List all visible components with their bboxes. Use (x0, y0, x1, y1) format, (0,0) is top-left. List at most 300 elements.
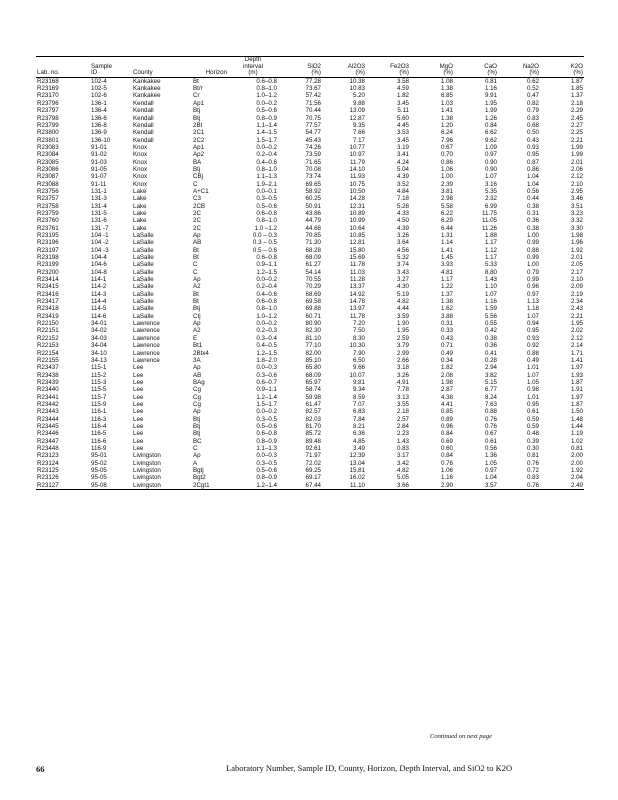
table-cell: 0.79 (526, 107, 539, 115)
table-cell: 131-4 (91, 202, 107, 210)
table-cell: 0.3–0.5 (256, 195, 277, 203)
table-cell: Kankakee (133, 92, 161, 100)
table-cell: 70.55 (305, 276, 321, 284)
table-cell: 5.32 (396, 254, 409, 262)
table-cell: 4.39 (396, 173, 409, 181)
table-cell: Bt (193, 254, 199, 262)
table-cell: 4.41 (440, 400, 453, 408)
table-cell: 61.47 (305, 400, 321, 408)
table-cell: 0.84 (440, 452, 453, 460)
table-cell: 0.67 (440, 143, 453, 151)
table-cell: Bt (193, 77, 199, 85)
table-cell: BA (193, 158, 202, 166)
table-cell: 11.26 (481, 224, 497, 232)
table-cell: Cg (193, 400, 201, 408)
table-cell: 4.45 (396, 121, 409, 129)
table-row (36, 357, 584, 364)
table-cell: 1.85 (570, 85, 583, 93)
table-cell: 50.91 (305, 202, 321, 210)
table-cell: 1.09 (484, 143, 497, 151)
table-cell: R23439 (37, 378, 59, 386)
table-cell: 136-6 (91, 114, 107, 122)
table-cell: 0.83 (526, 474, 539, 482)
table-cell: 1.00 (440, 173, 453, 181)
table-cell: CBj (193, 173, 203, 181)
table-cell: 5.33 (484, 261, 497, 269)
table-cell: 7.84 (352, 415, 365, 423)
table-cell: Lee (133, 364, 144, 372)
table-cell: 115-5 (91, 386, 107, 394)
table-cell: 0.60 (440, 444, 453, 452)
table-cell: R23800 (37, 129, 59, 137)
table-cell: 0.90 (484, 158, 497, 166)
table-cell: 0.9–1.1 (256, 261, 277, 269)
table-cell: 11.05 (481, 217, 497, 225)
table-cell: 7.96 (440, 136, 453, 144)
table-cell: 58.74 (305, 386, 321, 394)
table-cell: 2Cgt1 (192, 482, 228, 490)
table-cell: 0.0–0.2 (256, 320, 277, 328)
column-header: Na2O (522, 62, 539, 70)
table-cell: 5.05 (396, 474, 409, 482)
table-cell: 16.02 (349, 474, 365, 482)
table-cell: 0.86 (526, 165, 539, 173)
table-cell: 34-02 (91, 327, 107, 335)
table-cell: 1.31 (440, 232, 453, 239)
table-row (36, 335, 584, 342)
column-header: Fe2O3 (390, 62, 409, 70)
table-cell: 1.50 (570, 408, 583, 416)
table-cell: 0.87 (526, 158, 539, 166)
table-cell: 0.94 (526, 320, 539, 328)
table-cell: Lake (133, 224, 147, 232)
table-cell: LaSalle (133, 283, 154, 291)
column-header: Sample (91, 62, 112, 70)
table-cell: 95-01 (91, 452, 107, 460)
table-cell: Lake (133, 187, 147, 195)
table-cell: Livingston (133, 474, 161, 482)
table-cell: 0.8–1.0 (256, 217, 277, 225)
column-header: interval (243, 62, 263, 70)
table-cell: 1.06 (440, 467, 453, 474)
table-cell: 2.19 (570, 290, 583, 298)
table-cell: 12.31 (349, 202, 365, 210)
table-row (36, 85, 584, 92)
table-cell: 1.38 (440, 114, 453, 122)
table-cell: 2.05 (570, 261, 583, 269)
table-cell: 91-03 (91, 158, 107, 166)
table-cell: 4.39 (396, 224, 409, 232)
table-cell: 95-05 (91, 467, 107, 474)
column-header: (%) (410, 70, 454, 77)
table-cell: 80.90 (305, 320, 321, 328)
table-cell: 70.08 (305, 165, 321, 173)
table-cell: 0.3–0.4 (256, 334, 277, 342)
table-cell: 54.77 (305, 129, 321, 137)
table-cell: Ap (193, 232, 201, 239)
table-cell: 6.85 (440, 92, 453, 100)
table-row (36, 107, 584, 114)
table-cell: R23124 (37, 459, 59, 467)
table-cell: 73.59 (305, 151, 321, 159)
table-cell: 10.89 (349, 209, 365, 217)
table-cell: 116-4 (91, 422, 107, 430)
table-cell: 15.69 (349, 254, 365, 262)
table-row (36, 137, 584, 144)
table-cell: 95-08 (90, 482, 132, 490)
column-header: (%) (454, 70, 498, 77)
table-cell: 0.88 (484, 408, 497, 416)
table-cell: Lawrence (133, 356, 160, 364)
table-cell: 3.32 (570, 217, 583, 225)
table-cell: 11.79 (349, 158, 365, 166)
table-cell: 102-5 (91, 85, 107, 93)
table-cell: 114-6 (91, 312, 107, 320)
table-cell: 2.06 (570, 165, 583, 173)
table-cell: 3.41 (396, 151, 409, 159)
table-cell: BAg (193, 378, 205, 386)
table-cell: 102-6 (91, 92, 107, 100)
table-cell: 0.28 (484, 356, 497, 364)
table-cell: R23760 (37, 217, 59, 225)
table-cell: 3.88 (440, 312, 453, 320)
table-cell: R23416 (37, 290, 59, 298)
table-cell: R23126 (37, 474, 59, 482)
table-cell: 44.68 (305, 224, 321, 232)
table-cell: 2C2 (193, 136, 205, 144)
table-cell: 0.72 (526, 467, 539, 474)
table-cell: 0.4–0.6 (256, 158, 277, 166)
table-cell: 1.18 (526, 305, 539, 313)
table-cell: 57.42 (305, 92, 321, 100)
table-cell: R23088 (37, 180, 59, 188)
table-cell: C (193, 180, 198, 188)
table-cell: Kankakee (133, 77, 161, 85)
table-cell: 3.45 (396, 99, 409, 107)
table-cell: 0.36 (484, 342, 497, 350)
table-cell: Ap (193, 364, 201, 372)
table-cell: 60.71 (305, 312, 321, 320)
table-cell: 1.17 (440, 276, 453, 284)
table-cell: 4.81 (440, 268, 453, 276)
table-cell: 1.04 (484, 474, 497, 482)
table-row (36, 283, 584, 290)
table-cell: 3.27 (396, 276, 409, 284)
table-row (36, 173, 584, 180)
table-cell: 0.8–1.0 (256, 165, 277, 173)
table-cell: 1.87 (570, 378, 583, 386)
table-cell: 68.28 (305, 246, 321, 254)
table-cell: 44.79 (305, 217, 321, 225)
table-cell: 104 -3 (91, 246, 109, 254)
table-cell: 0.86 (440, 158, 453, 166)
column-header: K2O (570, 62, 583, 70)
table-cell: R23086 (37, 165, 59, 173)
table-cell: 0.99 (526, 239, 539, 247)
table-cell: 12.39 (349, 452, 365, 460)
table-cell: R23758 (37, 202, 59, 210)
table-cell: 1.41 (440, 246, 453, 254)
table-cell: 0.55 (484, 320, 497, 328)
table-cell: 1.1–1.4 (256, 121, 277, 129)
table-cell: 3.17 (396, 452, 409, 460)
table-cell: 1.20 (440, 121, 453, 129)
table-cell: 82.57 (305, 408, 321, 416)
table-cell: 91-05 (91, 165, 107, 173)
table-cell: 2.29 (570, 107, 583, 115)
table-cell: 2.09 (570, 283, 583, 291)
table-cell: 0.5–0.6 (256, 202, 277, 210)
table-cell: R23197 (37, 246, 59, 254)
table-cell: 69.58 (305, 298, 321, 306)
table-cell: 1.95 (570, 320, 583, 328)
table-cell: 0.31 (526, 209, 539, 217)
table-cell: 8.21 (352, 422, 365, 430)
table-cell: R23414 (37, 276, 59, 284)
table-cell: 70.29 (305, 283, 321, 291)
table-cell: R23447 (37, 437, 59, 445)
table-cell: 0.50 (526, 129, 539, 137)
table-cell: 0.56 (526, 187, 539, 195)
table-cell: Bt1 (193, 342, 203, 350)
table-cell: 0.62 (526, 77, 539, 85)
table-cell: 9.35 (352, 121, 365, 129)
table-cell: 3.42 (396, 459, 409, 467)
table-cell: 0.6–0.8 (256, 254, 277, 262)
table-cell: 1.0 –1.2 (254, 224, 277, 232)
table-cell: 7.17 (352, 136, 365, 144)
table-row (36, 291, 584, 298)
table-cell: 2Btx4 (193, 349, 209, 357)
table-cell: 7.90 (352, 349, 365, 357)
table-cell: 131-5 (91, 209, 107, 217)
table-cell: 1.37 (440, 290, 453, 298)
table-cell: 69.17 (305, 474, 321, 482)
table-cell: 10.75 (349, 180, 365, 188)
table-cell: Knox (133, 173, 148, 181)
table-cell: Btj (193, 114, 201, 122)
table-cell: 1.2–1.4 (228, 482, 278, 490)
table-cell: Cr (193, 92, 200, 100)
table-cell: 68.09 (305, 371, 321, 379)
table-cell: 1.2–1.5 (256, 268, 277, 276)
table-cell: 2.27 (570, 121, 583, 129)
table-cell: 7.66 (352, 129, 365, 137)
column-header: Al2O3 (347, 62, 365, 70)
table-body (36, 77, 584, 489)
table-cell: 91-11 (91, 180, 107, 188)
table-cell: 1.00 (526, 232, 539, 239)
table-cell: 4.82 (396, 467, 409, 474)
table-row (36, 166, 584, 173)
table-cell: 116-6 (91, 437, 107, 445)
table-cell: 91-07 (91, 173, 107, 181)
table-cell: 0.69 (440, 437, 453, 445)
table-cell: 15.80 (349, 246, 365, 254)
table-cell: Lee (133, 408, 144, 416)
table-cell: 0.6–0.8 (256, 298, 277, 306)
table-cell: Livingston (133, 452, 161, 460)
table-row (36, 269, 584, 276)
table-cell: 2.04 (570, 474, 583, 482)
table-cell: R22150 (37, 320, 59, 328)
table-cell: 0.90 (484, 165, 497, 173)
table-cell: AB (193, 239, 202, 247)
table-cell: 104-6 (91, 261, 107, 269)
column-header: CaO (484, 62, 497, 70)
table-cell: 0.56 (484, 444, 497, 452)
table-cell: R23437 (37, 364, 59, 372)
table-cell: 1.95 (484, 99, 497, 107)
table-cell: 0.68 (526, 121, 539, 129)
table-cell: 2Bt (193, 121, 203, 129)
table-cell: 1.16 (484, 85, 497, 93)
table-cell: AB (193, 371, 202, 379)
table-cell: R23199 (37, 261, 59, 269)
table-cell: 1.14 (440, 239, 453, 247)
table-cell: 9.66 (352, 364, 365, 372)
table-cell: 2.21 (570, 136, 583, 144)
table-cell: 5.04 (396, 165, 409, 173)
table-cell: 0.43 (440, 334, 453, 342)
table-cell: 0.36 (526, 217, 539, 225)
table-cell: 4.56 (396, 246, 409, 254)
table-cell: R23761 (37, 224, 59, 232)
table-cell: 4.44 (396, 305, 409, 313)
table-cell: 9.62 (484, 136, 497, 144)
table-cell: 1.71 (570, 349, 583, 357)
table-cell: 4.91 (396, 378, 409, 386)
table-cell: 0.96 (526, 283, 539, 291)
table-row (36, 225, 584, 232)
table-cell: 7.18 (396, 195, 409, 203)
table-cell: 1.44 (570, 422, 583, 430)
table-cell: Ap2 (193, 151, 205, 159)
table-cell: 131-6 (91, 217, 107, 225)
table-cell: 0.47 (526, 92, 539, 100)
table-cell: Lawrence (133, 320, 160, 328)
table-cell: 0.4–0.5 (256, 342, 277, 350)
table-cell: 0.30 (526, 444, 539, 452)
table-cell: Lee (133, 444, 144, 452)
table-cell: Kendall (133, 114, 154, 122)
table-cell: 5.35 (484, 187, 497, 195)
table-cell: 0.70 (440, 151, 453, 159)
table-cell: 8.30 (352, 334, 365, 342)
table-cell: 2.12 (570, 334, 583, 342)
table-cell: 14.28 (349, 195, 365, 203)
table-cell: 1.26 (484, 114, 497, 122)
table-cell: R23418 (37, 305, 59, 313)
table-cell: 0.95 (526, 327, 539, 335)
table-cell: 14.10 (349, 165, 365, 173)
table-cell: 1.38 (440, 298, 453, 306)
table-cell: 0.76 (484, 422, 497, 430)
table-cell: 92.61 (305, 444, 321, 452)
table-cell: 1.1–1.3 (256, 173, 277, 181)
table-cell: 0.98 (526, 386, 539, 394)
table-cell: 81.10 (305, 334, 321, 342)
table-cell: 3.26 (396, 232, 409, 239)
table-cell: R23444 (37, 415, 59, 423)
column-header: MgO (439, 62, 453, 70)
table-cell: 77.28 (305, 77, 321, 85)
table-cell: 5.56 (484, 312, 497, 320)
table-cell: 0.89 (440, 415, 453, 423)
table-cell: 131-3 (91, 195, 107, 203)
table-cell: 0.99 (526, 254, 539, 262)
table-cell: 0.97 (484, 467, 497, 474)
table-cell: 15.81 (349, 467, 365, 474)
table-cell: C (193, 444, 198, 452)
table-cell: R22153 (37, 342, 59, 350)
table-cell: 4.24 (396, 158, 409, 166)
table-row (36, 394, 584, 401)
table-cell: 1.00 (526, 261, 539, 269)
table-cell: LaSalle (133, 232, 154, 239)
table-cell: 0.82 (526, 99, 539, 107)
table-cell: 3.51 (570, 202, 583, 210)
table-cell: 1.1–1.3 (256, 444, 277, 452)
table-cell: 2CB (193, 202, 206, 210)
table-cell: 3.16 (484, 180, 497, 188)
table-cell: LaSalle (133, 268, 154, 276)
table-cell: 0.76 (498, 482, 540, 490)
data-table (36, 56, 584, 490)
table-cell: 6.44 (440, 224, 453, 232)
table-cell: 1.93 (570, 371, 583, 379)
table-cell: 0.61 (484, 437, 497, 445)
table-cell: 0.44 (526, 195, 539, 203)
table-cell: 0.83 (396, 444, 409, 452)
table-cell: 1.45 (440, 254, 453, 262)
table-cell: 77.10 (305, 342, 321, 350)
table-cell: 1.90 (396, 320, 409, 328)
table-cell: 91-02 (91, 151, 107, 159)
table-cell: 9.91 (484, 92, 497, 100)
table-cell: 1.92 (570, 246, 583, 254)
table-cell: 1.01 (526, 393, 539, 401)
table-cell: Bt (193, 298, 199, 306)
table-cell: 1.10 (484, 283, 497, 291)
table-cell: 1.04 (526, 180, 539, 188)
table-cell: 1.41 (570, 356, 583, 364)
table-cell: 0.99 (526, 276, 539, 284)
table-cell: 8.59 (352, 393, 365, 401)
column-header: (%) (278, 70, 322, 77)
table-cell: 65.97 (305, 378, 321, 386)
table-row (36, 151, 584, 158)
table-cell: 1.92 (570, 467, 583, 474)
table-cell: 10.85 (349, 232, 365, 239)
header-row-units (36, 70, 584, 77)
column-header: (%) (366, 70, 410, 77)
table-cell: 11.75 (481, 209, 497, 217)
table-cell: 34-03 (91, 334, 107, 342)
table-cell: 59.98 (305, 393, 321, 401)
column-header: County (132, 70, 192, 77)
table-cell: 0.81 (570, 444, 583, 452)
table-cell: 1.03 (440, 99, 453, 107)
table-cell: Bt (193, 246, 199, 254)
table-cell: 2.87 (440, 386, 453, 394)
table-cell: 4.33 (396, 209, 409, 217)
table-row (36, 372, 584, 379)
table-cell: 11.78 (349, 261, 365, 269)
table-cell: 0.34 (440, 356, 453, 364)
table-cell: 9.34 (352, 386, 365, 394)
table-cell: Lawrence (133, 342, 160, 350)
